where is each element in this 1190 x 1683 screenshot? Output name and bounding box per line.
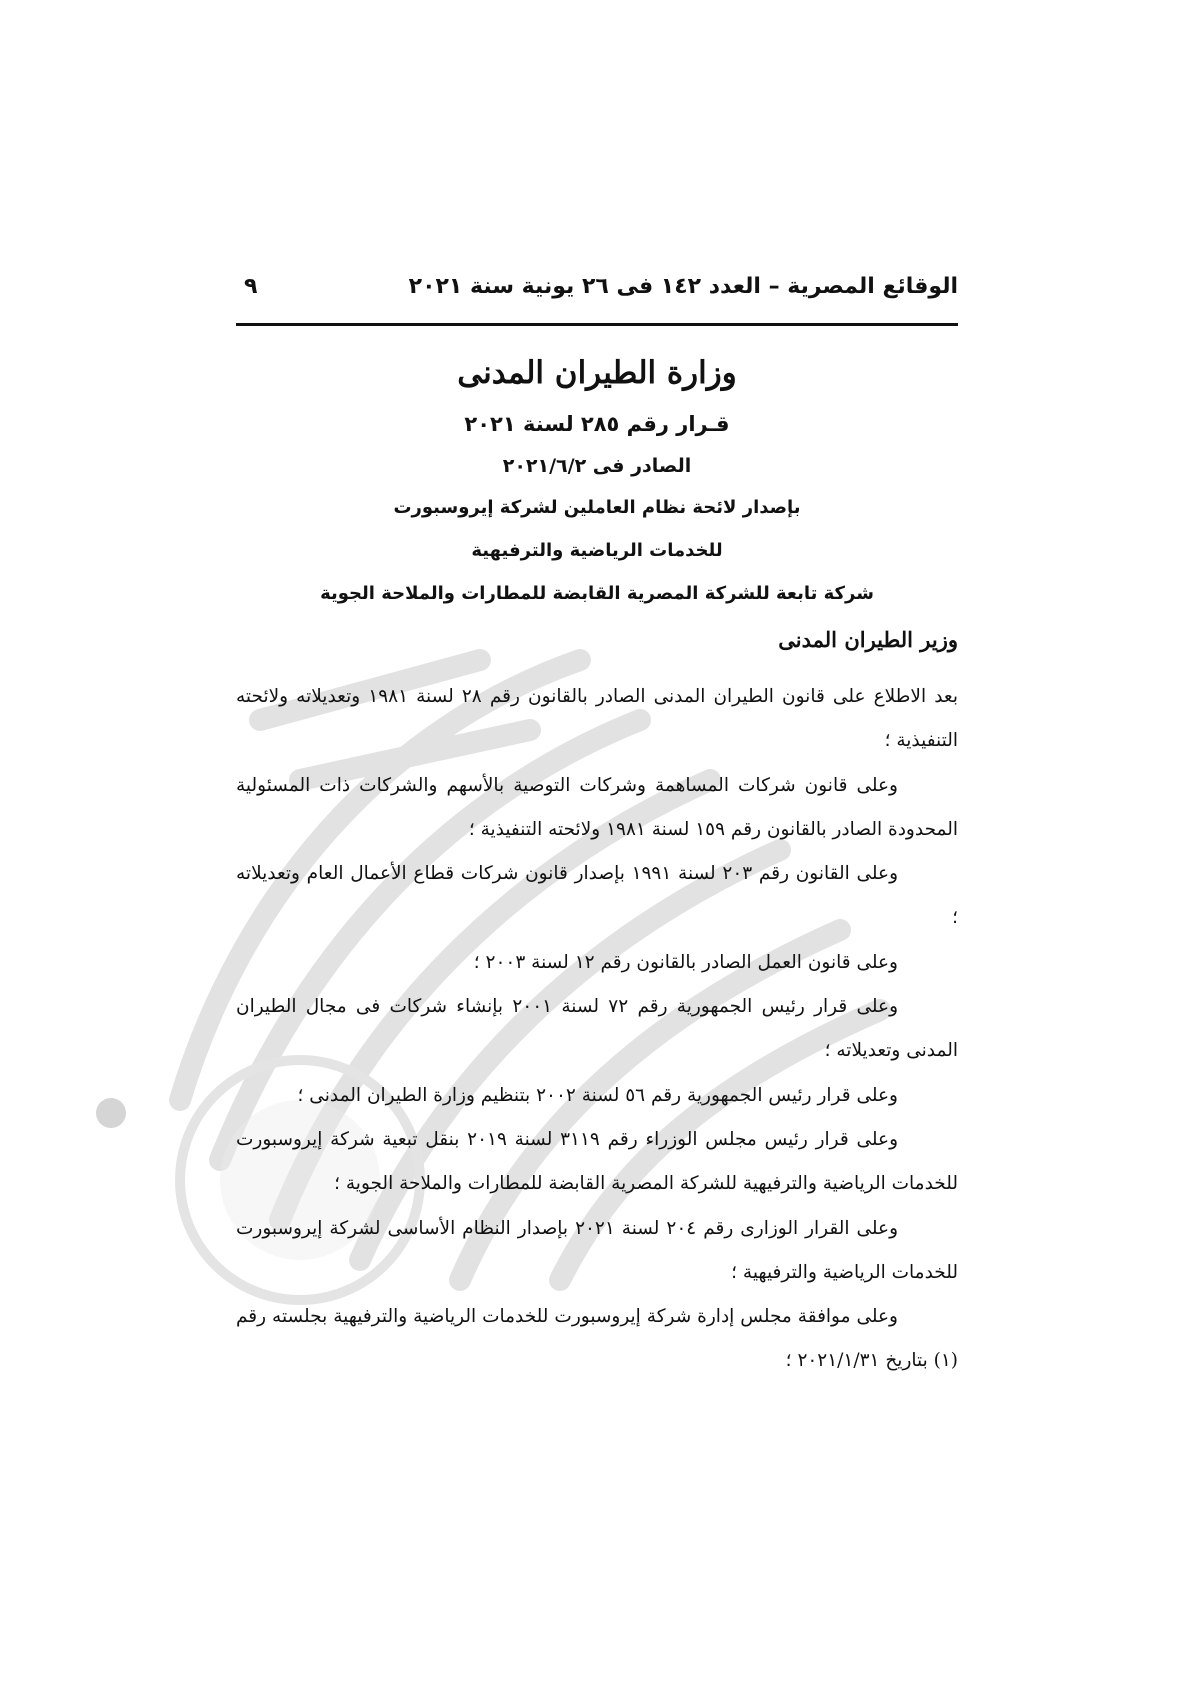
decree-subject-line-1: بإصدار لائحة نظام العاملين لشركة إيروسبورت	[393, 497, 801, 518]
preamble-paragraph: وعلى قرار رئيس مجلس الوزراء رقم ٣١١٩ لسنة ٢٠١٩ بنقل تبعية شركة إيروسبورت للخدمات الرياضية والترفيهية للشركة المصرية القابضة للمطارات والملاحة الجوية ؛	[236, 1128, 958, 1195]
watermark-dot-icon	[96, 1098, 126, 1128]
preamble-paragraph: وعلى قرار رئيس الجمهورية رقم ٧٢ لسنة ٢٠٠١ بإنشاء شركات فى مجال الطيران المدنى وتعديلاته ؛	[236, 996, 958, 1062]
ministry-title: وزارة الطيران المدنى	[457, 355, 737, 391]
decree-date: الصادر فى ٢٠٢١/٦/٢	[502, 455, 692, 477]
preamble-paragraph: وعلى القرار الوزارى رقم ٢٠٤ لسنة ٢٠٢١ بإصدار النظام الأساسى لشركة إيروسبورت للخدمات الرياضية والترفيهية ؛	[236, 1217, 958, 1283]
preamble-body	[236, 675, 958, 1384]
preamble-paragraph: وعلى قرار رئيس الجمهورية رقم ٥٦ لسنة ٢٠٠٢ بتنظيم وزارة الطيران المدنى ؛	[297, 1084, 898, 1106]
gazette-header	[236, 270, 958, 310]
header-divider	[236, 323, 958, 326]
preamble-paragraph: وعلى موافقة مجلس إدارة شركة إيروسبورت للخدمات الرياضية والترفيهية بجلسته رقم (١) بتاريخ ٢٠٢١/١/٣١ ؛	[236, 1306, 958, 1372]
preamble-paragraph: وعلى قانون شركات المساهمة وشركات التوصية بالأسهم والشركات ذات المسئولية المحدودة الصادر بالقانون رقم ١٥٩ لسنة ١٩٨١ ولائحته التنفيذية ؛	[236, 774, 958, 840]
decree-subject-line-3: شركة تابعة للشركة المصرية القابضة للمطارات والملاحة الجوية	[320, 583, 874, 604]
header-title: الوقائع المصرية – العدد ١٤٢ فى ٢٦ يونية سنة ٢٠٢١	[408, 274, 958, 299]
preamble-paragraph: وعلى قانون العمل الصادر بالقانون رقم ١٢ لسنة ٢٠٠٣ ؛	[473, 951, 898, 973]
preamble-paragraph: بعد الاطلاع على قانون الطيران المدنى الصادر بالقانون رقم ٢٨ لسنة ١٩٨١ وتعديلاته ولائحته التنفيذية ؛	[236, 686, 958, 752]
page-number: ٩	[244, 274, 258, 299]
minister-heading: وزير الطيران المدنى	[778, 627, 958, 652]
decree-number: قـرار رقم ٢٨٥ لسنة ٢٠٢١	[464, 412, 730, 436]
preamble-paragraph: وعلى القانون رقم ٢٠٣ لسنة ١٩٩١ بإصدار قانون شركات قطاع الأعمال العام وتعديلاته ؛	[236, 863, 958, 929]
decree-subject-line-2: للخدمات الرياضية والترفيهية	[471, 540, 723, 561]
